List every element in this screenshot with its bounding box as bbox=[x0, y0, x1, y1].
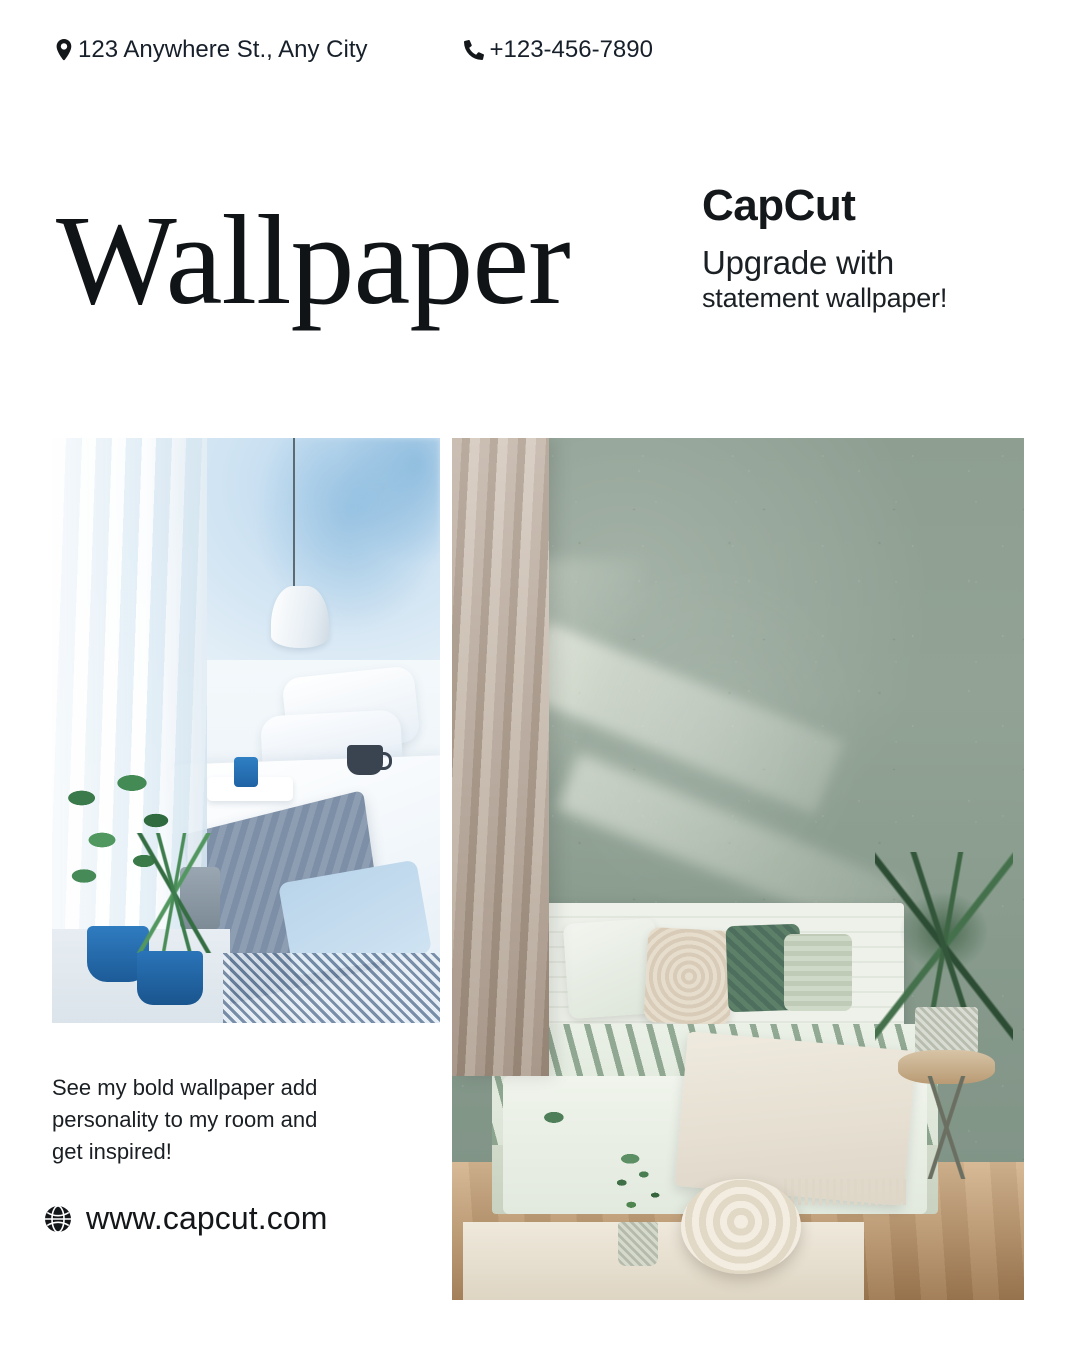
left-photo-mug bbox=[347, 745, 383, 775]
photo-sage-bedroom bbox=[452, 438, 1024, 1300]
headline-block bbox=[56, 182, 1024, 382]
right-photo-small-plant-pot bbox=[618, 1222, 658, 1265]
right-photo-rug bbox=[463, 1222, 863, 1300]
contact-address bbox=[56, 36, 368, 64]
left-photo-lamp-cord bbox=[293, 438, 295, 590]
photo-bright-bedroom bbox=[52, 438, 440, 1023]
right-photo-pillow-knitted bbox=[644, 927, 735, 1026]
footer-caption: See my bold wallpaper add personality to my room and get inspired! bbox=[52, 1075, 318, 1164]
right-photo-throw-fringe bbox=[784, 1179, 910, 1205]
brand-name: CapCut bbox=[702, 181, 856, 230]
contact-bar bbox=[56, 36, 653, 64]
contact-phone-text: +123-456-7890 bbox=[489, 36, 653, 63]
left-photo-rug bbox=[223, 953, 440, 1023]
phone-icon bbox=[464, 40, 484, 60]
right-photo-curtain bbox=[452, 438, 549, 1076]
page-title: Wallpaper bbox=[56, 189, 570, 331]
brand-block bbox=[702, 182, 1022, 315]
left-photo-blue-vase bbox=[234, 757, 258, 787]
website-url-text[interactable]: www.capcut.com bbox=[86, 1200, 328, 1236]
left-photo-pendant-lamp bbox=[271, 586, 329, 648]
right-photo-small-plant bbox=[606, 1162, 669, 1231]
website-link[interactable] bbox=[44, 1200, 327, 1237]
left-photo-pot-small bbox=[137, 951, 203, 1005]
left-photo-blue-wall bbox=[215, 438, 440, 684]
right-photo-knitted-pouf bbox=[681, 1179, 801, 1274]
right-photo-pillow-sage bbox=[784, 934, 853, 1012]
left-photo-plant-small bbox=[126, 833, 222, 953]
location-pin-icon bbox=[56, 39, 72, 61]
contact-address-text: 123 Anywhere St., Any City bbox=[78, 36, 368, 63]
tagline-line-1: Upgrade with bbox=[702, 244, 895, 282]
tagline-line-2: statement wallpaper! bbox=[702, 283, 948, 314]
contact-phone bbox=[464, 36, 653, 64]
globe-icon bbox=[44, 1205, 72, 1233]
right-photo-wood-stool-legs bbox=[910, 1076, 984, 1179]
